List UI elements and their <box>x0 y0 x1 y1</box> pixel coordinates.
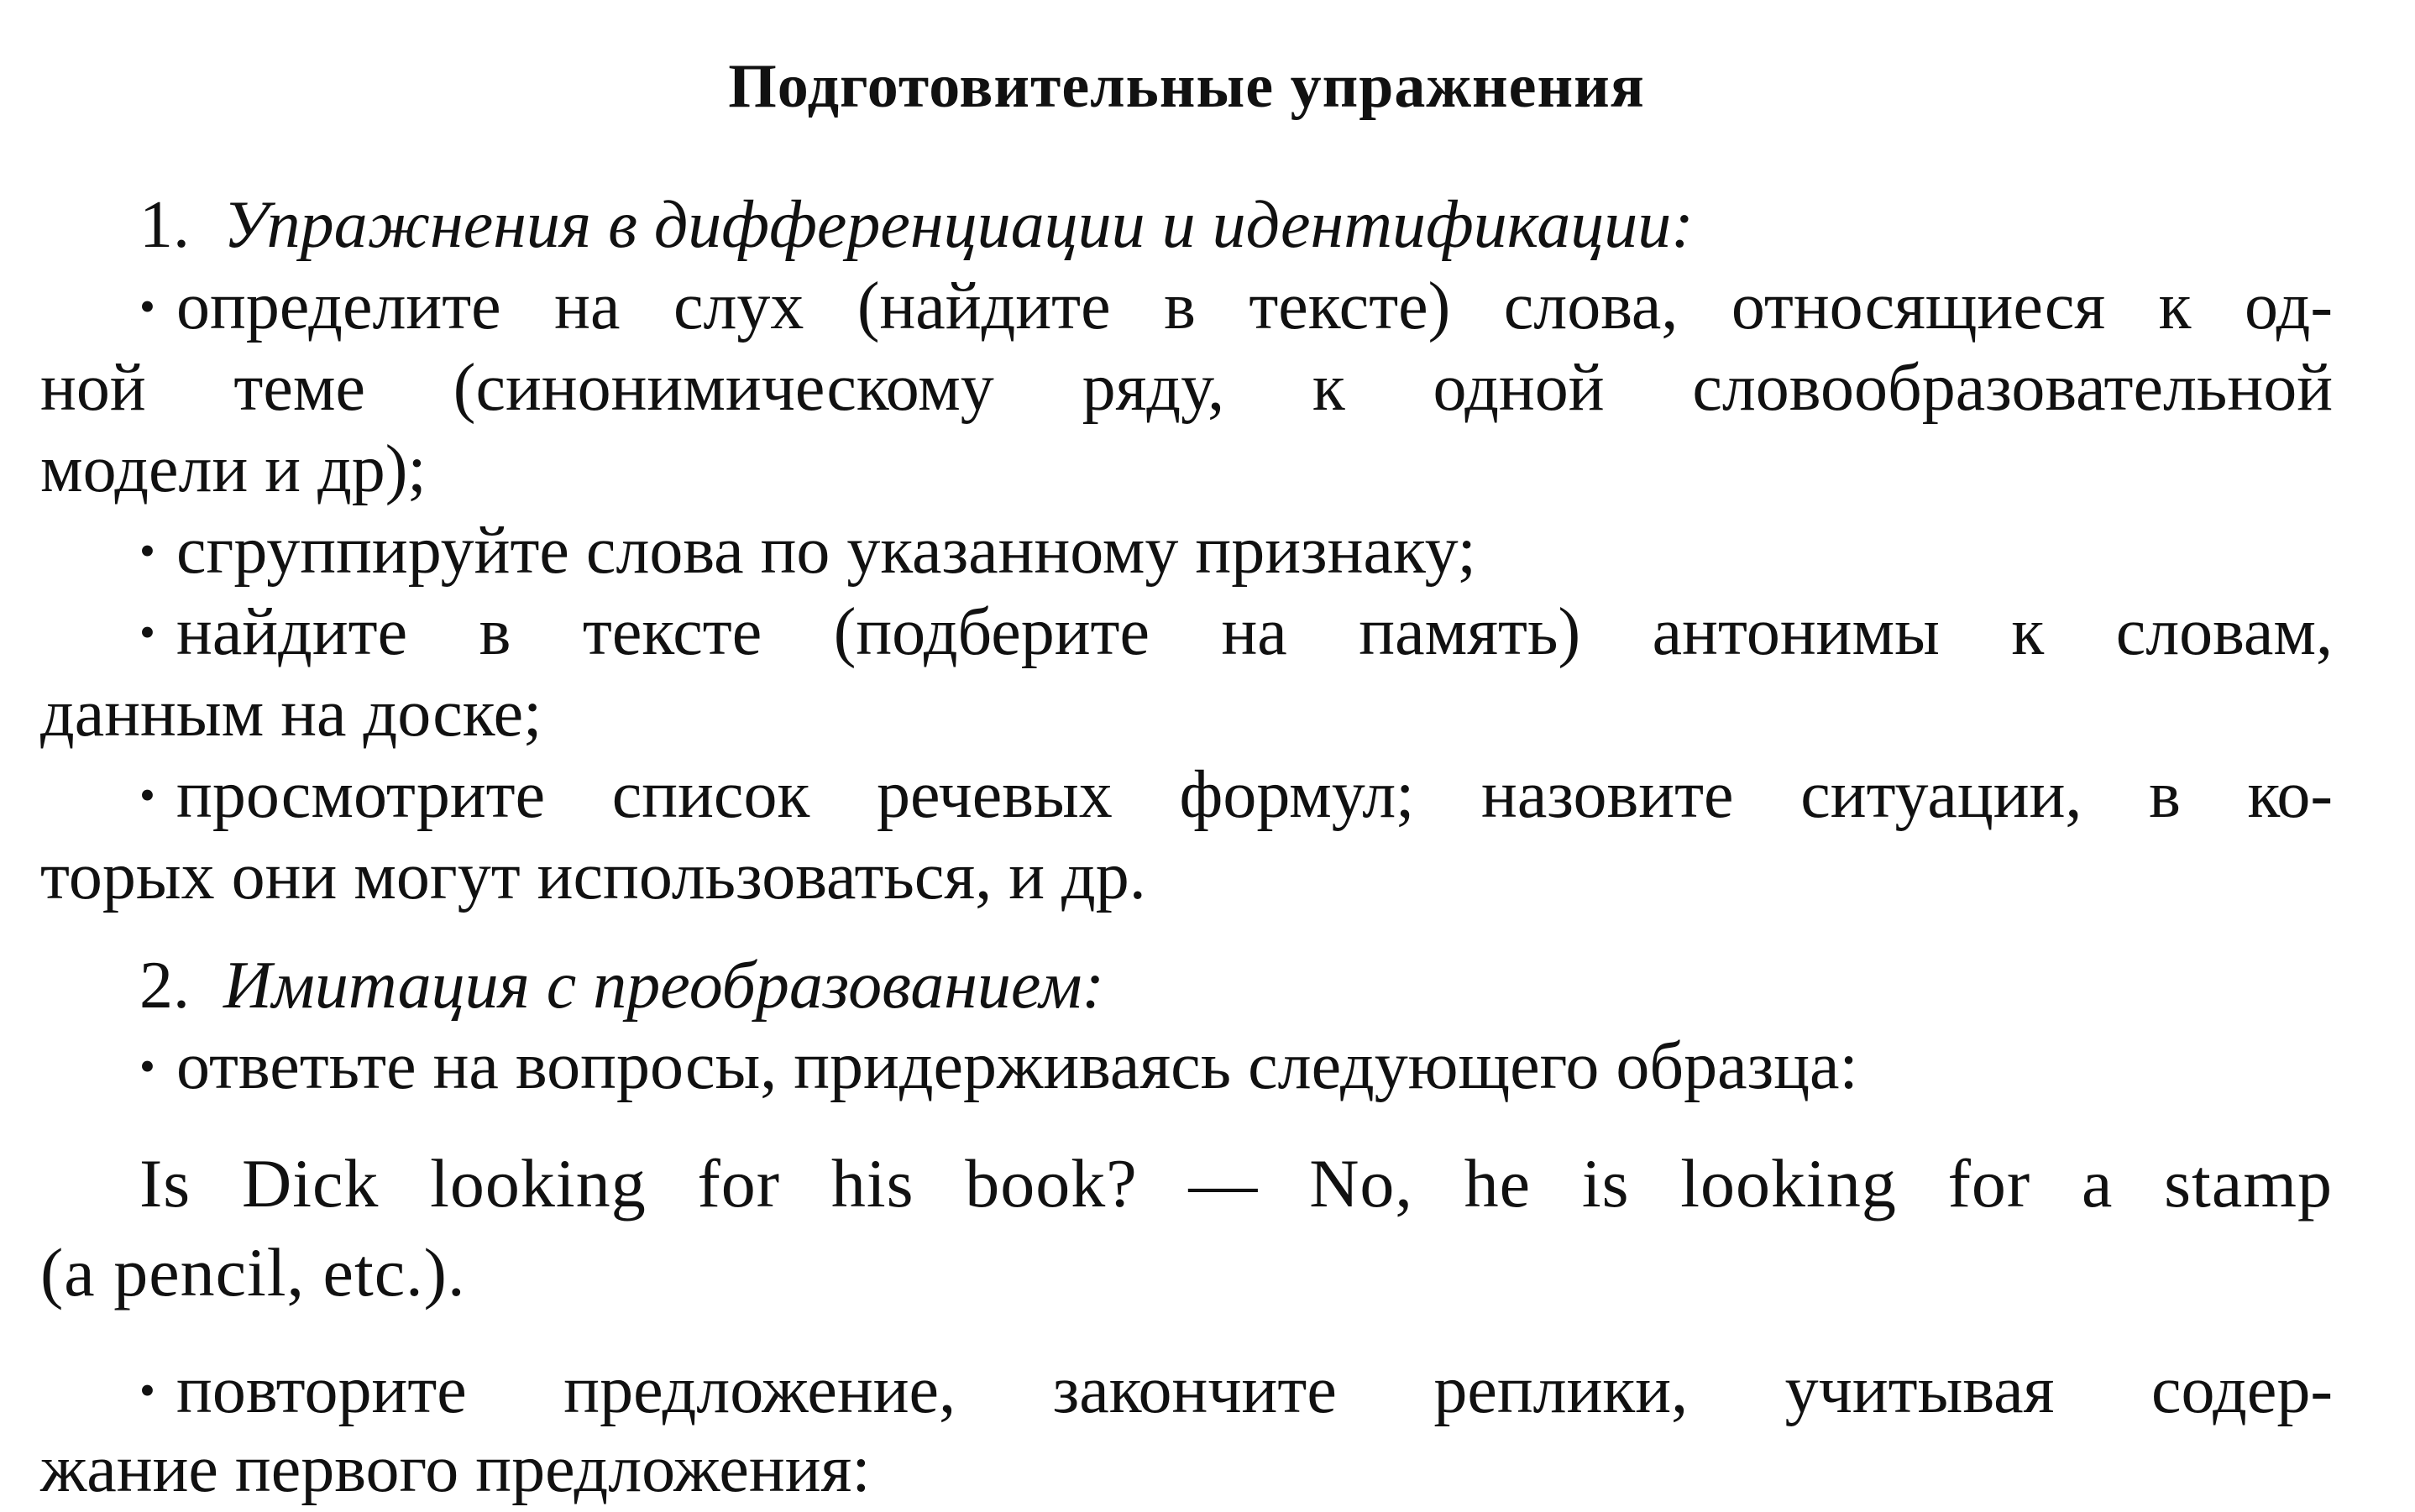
example-line-1: Is Dick looking for his book? — No, he is looking for a stamp <box>139 1145 2333 1222</box>
bullet-text: повторите предложение, закончите реплики, учитывая содер- <box>176 1353 2333 1427</box>
section-2-bullet-2-line-1 <box>40 1348 2333 1432</box>
section-1-bullet-1-line-1 <box>40 264 2333 348</box>
page-title: Подготовительные упражнения <box>728 52 1645 121</box>
bullet-text: ответьте на вопросы, придерживаясь следующего образца: <box>176 1029 1858 1103</box>
bullet-icon: • <box>139 281 155 332</box>
bullet-icon: • <box>139 770 155 820</box>
bullet-icon: • <box>139 1041 155 1091</box>
section-2-bullet-1-line-1 <box>40 1024 2333 1108</box>
bullet-text: просмотрите список речевых формул; назовите ситуации, в ко- <box>176 758 2333 832</box>
section-1-heading <box>40 183 2333 267</box>
bullet-icon: • <box>139 1365 155 1415</box>
section-1-bullet-3-line-1 <box>40 590 2333 674</box>
section-1-bullet-3-line-2: данным на доске; <box>40 677 542 751</box>
section-1-heading-text: Упражнения в дифференциации и идентификации: <box>223 188 1694 262</box>
section-1-bullet-4-line-2: торых они могут использоваться, и др. <box>40 840 1146 913</box>
section-2-heading <box>40 944 2333 1028</box>
example-line-2: (a pencil, etc.). <box>40 1234 466 1311</box>
bullet-text: определите на слух (найдите в тексте) слова, относящиеся к од- <box>176 269 2333 343</box>
bullet-text: сгруппируйте слова по указанному признаку; <box>176 514 1476 588</box>
bullet-icon: • <box>139 607 155 657</box>
section-1-bullet-1-line-2: ной теме (синонимическому ряду, к одной словообразовательной <box>40 351 2333 425</box>
section-1-bullet-1-line-3: модели и др); <box>40 432 427 506</box>
section-1-bullet-4-line-1 <box>40 753 2333 837</box>
section-2-heading-text: Имитация с преобразованием: <box>223 949 1105 1023</box>
section-1-bullet-2-line-1 <box>40 509 2333 593</box>
section-1-number: 1. <box>139 188 190 262</box>
section-2-number: 2. <box>139 949 190 1023</box>
bullet-icon: • <box>139 526 155 576</box>
bullet-text: найдите в тексте (подберите на память) антонимы к словам, <box>176 595 2333 669</box>
section-2-bullet-2-line-2: жание первого предложения: <box>40 1432 871 1506</box>
document-page <box>40 0 2333 1512</box>
